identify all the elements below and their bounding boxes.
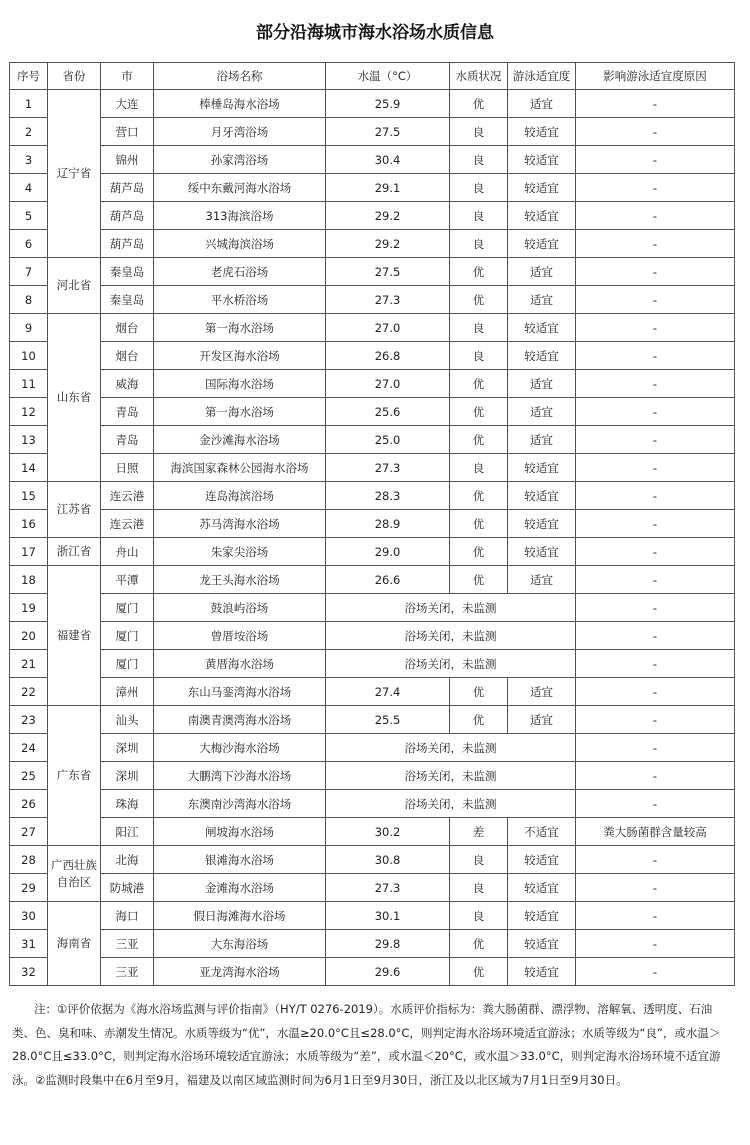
reason-cell: - <box>576 258 735 286</box>
header-suitability: 游泳适宜度 <box>508 63 576 90</box>
water-quality-cell: 优 <box>450 510 508 538</box>
suitability-cell: 较适宜 <box>508 958 576 986</box>
water-temp-cell: 29.1 <box>326 174 450 202</box>
row-number: 5 <box>10 202 48 230</box>
water-temp-cell: 29.2 <box>326 202 450 230</box>
water-temp-cell: 27.0 <box>326 370 450 398</box>
water-quality-cell: 良 <box>450 314 508 342</box>
beach-name-cell: 黄厝海水浴场 <box>154 650 326 678</box>
province-cell: 山东省 <box>48 314 101 482</box>
table-row <box>10 202 735 230</box>
beach-name-cell: 海滨国家森林公园海水浴场 <box>154 454 326 482</box>
city-cell: 日照 <box>101 454 154 482</box>
closed-status-cell: 浴场关闭，未监测 <box>326 594 576 622</box>
water-temp-cell: 25.6 <box>326 398 450 426</box>
header-no: 序号 <box>10 63 48 90</box>
table-row <box>10 594 735 622</box>
city-cell: 北海 <box>101 846 154 874</box>
water-quality-cell: 优 <box>450 370 508 398</box>
suitability-cell: 适宜 <box>508 286 576 314</box>
table-row <box>10 146 735 174</box>
water-quality-cell: 良 <box>450 902 508 930</box>
reason-cell: - <box>576 566 735 594</box>
table-row <box>10 846 735 874</box>
row-number: 16 <box>10 510 48 538</box>
city-cell: 厦门 <box>101 622 154 650</box>
city-cell: 阳江 <box>101 818 154 846</box>
reason-cell: - <box>576 538 735 566</box>
suitability-cell: 适宜 <box>508 678 576 706</box>
reason-cell: - <box>576 650 735 678</box>
row-number: 4 <box>10 174 48 202</box>
beach-name-cell: 连岛海滨浴场 <box>154 482 326 510</box>
table-row <box>10 370 735 398</box>
water-quality-cell: 良 <box>450 874 508 902</box>
reason-cell: - <box>576 230 735 258</box>
city-cell: 漳州 <box>101 678 154 706</box>
reason-cell: - <box>576 622 735 650</box>
table-row <box>10 622 735 650</box>
reason-cell: - <box>576 902 735 930</box>
water-temp-cell: 30.1 <box>326 902 450 930</box>
water-temp-cell: 26.6 <box>326 566 450 594</box>
beach-name-cell: 313海滨浴场 <box>154 202 326 230</box>
city-cell: 三亚 <box>101 930 154 958</box>
table-row <box>10 90 735 118</box>
table-body <box>10 90 735 986</box>
beach-name-cell: 东澳南沙湾海水浴场 <box>154 790 326 818</box>
suitability-cell: 适宜 <box>508 426 576 454</box>
water-quality-cell: 优 <box>450 286 508 314</box>
reason-cell: - <box>576 594 735 622</box>
beach-name-cell: 国际海水浴场 <box>154 370 326 398</box>
reason-cell: - <box>576 370 735 398</box>
water-temp-cell: 25.9 <box>326 90 450 118</box>
beach-name-cell: 第一海水浴场 <box>154 314 326 342</box>
beach-name-cell: 闸坡海水浴场 <box>154 818 326 846</box>
closed-status-cell: 浴场关闭，未监测 <box>326 734 576 762</box>
reason-cell: - <box>576 202 735 230</box>
beach-name-cell: 苏马湾海水浴场 <box>154 510 326 538</box>
beach-name-cell: 金沙滩海水浴场 <box>154 426 326 454</box>
reason-cell: - <box>576 958 735 986</box>
header-province: 省份 <box>48 63 101 90</box>
row-number: 22 <box>10 678 48 706</box>
suitability-cell: 不适宜 <box>508 818 576 846</box>
table-row <box>10 342 735 370</box>
row-number: 29 <box>10 874 48 902</box>
table-row <box>10 454 735 482</box>
table-row <box>10 230 735 258</box>
beach-name-cell: 大东海浴场 <box>154 930 326 958</box>
suitability-cell: 较适宜 <box>508 538 576 566</box>
beach-name-cell: 南澳青澳湾海水浴场 <box>154 706 326 734</box>
city-cell: 青岛 <box>101 426 154 454</box>
row-number: 23 <box>10 706 48 734</box>
table-row <box>10 902 735 930</box>
city-cell: 葫芦岛 <box>101 202 154 230</box>
reason-cell: - <box>576 930 735 958</box>
beach-name-cell: 亚龙湾海水浴场 <box>154 958 326 986</box>
table-header-row <box>10 63 735 90</box>
water-temp-cell: 27.0 <box>326 314 450 342</box>
city-cell: 防城港 <box>101 874 154 902</box>
table-row <box>10 118 735 146</box>
beach-name-cell: 棒棰岛海水浴场 <box>154 90 326 118</box>
province-cell: 海南省 <box>48 902 101 986</box>
water-quality-cell: 优 <box>450 398 508 426</box>
beach-name-cell: 朱家尖浴场 <box>154 538 326 566</box>
city-cell: 烟台 <box>101 342 154 370</box>
page-title: 部分沿海城市海水浴场水质信息 <box>256 23 494 43</box>
closed-status-cell: 浴场关闭，未监测 <box>326 790 576 818</box>
water-quality-cell: 优 <box>450 90 508 118</box>
row-number: 13 <box>10 426 48 454</box>
city-cell: 营口 <box>101 118 154 146</box>
row-number: 27 <box>10 818 48 846</box>
province-cell: 河北省 <box>48 258 101 314</box>
table-row <box>10 510 735 538</box>
reason-cell: - <box>576 678 735 706</box>
city-cell: 珠海 <box>101 790 154 818</box>
province-cell: 广东省 <box>48 706 101 846</box>
beach-name-cell: 曾厝垵浴场 <box>154 622 326 650</box>
water-temp-cell: 26.8 <box>326 342 450 370</box>
table-row <box>10 650 735 678</box>
closed-status-cell: 浴场关闭，未监测 <box>326 650 576 678</box>
water-temp-cell: 27.5 <box>326 118 450 146</box>
city-cell: 秦皇岛 <box>101 258 154 286</box>
suitability-cell: 较适宜 <box>508 930 576 958</box>
suitability-cell: 适宜 <box>508 398 576 426</box>
city-cell: 厦门 <box>101 650 154 678</box>
water-quality-cell: 差 <box>450 818 508 846</box>
reason-cell: - <box>576 146 735 174</box>
suitability-cell: 较适宜 <box>508 510 576 538</box>
water-temp-cell: 28.9 <box>326 510 450 538</box>
row-number: 25 <box>10 762 48 790</box>
city-cell: 烟台 <box>101 314 154 342</box>
water-temp-cell: 27.3 <box>326 286 450 314</box>
water-quality-cell: 良 <box>450 846 508 874</box>
beach-name-cell: 龙王头海水浴场 <box>154 566 326 594</box>
table-row <box>10 678 735 706</box>
beach-name-cell: 银滩海水浴场 <box>154 846 326 874</box>
province-cell: 江苏省 <box>48 482 101 538</box>
province-cell: 福建省 <box>48 566 101 706</box>
water-quality-cell: 优 <box>450 566 508 594</box>
water-quality-cell: 良 <box>450 202 508 230</box>
row-number: 24 <box>10 734 48 762</box>
row-number: 18 <box>10 566 48 594</box>
beach-name-cell: 开发区海水浴场 <box>154 342 326 370</box>
row-number: 7 <box>10 258 48 286</box>
water-temp-cell: 25.0 <box>326 426 450 454</box>
reason-cell: 粪大肠菌群含量较高 <box>576 818 735 846</box>
beach-name-cell: 平水桥浴场 <box>154 286 326 314</box>
water-quality-cell: 良 <box>450 230 508 258</box>
table-row <box>10 566 735 594</box>
water-quality-cell: 优 <box>450 538 508 566</box>
header-reason: 影响游泳适宜度原因 <box>576 63 735 90</box>
city-cell: 舟山 <box>101 538 154 566</box>
table-row <box>10 258 735 286</box>
suitability-cell: 较适宜 <box>508 314 576 342</box>
city-cell: 青岛 <box>101 398 154 426</box>
water-quality-cell: 良 <box>450 342 508 370</box>
city-cell: 汕头 <box>101 706 154 734</box>
table-row <box>10 958 735 986</box>
table-row <box>10 174 735 202</box>
suitability-cell: 适宜 <box>508 258 576 286</box>
table-row <box>10 482 735 510</box>
water-quality-cell: 优 <box>450 426 508 454</box>
water-temp-cell: 25.5 <box>326 706 450 734</box>
beach-name-cell: 假日海滩海水浴场 <box>154 902 326 930</box>
beach-name-cell: 孙家湾浴场 <box>154 146 326 174</box>
header-quality: 水质状况 <box>450 63 508 90</box>
row-number: 8 <box>10 286 48 314</box>
table-row <box>10 426 735 454</box>
reason-cell: - <box>576 426 735 454</box>
water-temp-cell: 29.6 <box>326 958 450 986</box>
suitability-cell: 较适宜 <box>508 342 576 370</box>
city-cell: 大连 <box>101 90 154 118</box>
water-temp-cell: 29.2 <box>326 230 450 258</box>
row-number: 10 <box>10 342 48 370</box>
table-row <box>10 706 735 734</box>
city-cell: 锦州 <box>101 146 154 174</box>
city-cell: 秦皇岛 <box>101 286 154 314</box>
water-temp-cell: 27.4 <box>326 678 450 706</box>
water-temp-cell: 30.8 <box>326 846 450 874</box>
reason-cell: - <box>576 342 735 370</box>
suitability-cell: 较适宜 <box>508 230 576 258</box>
reason-cell: - <box>576 118 735 146</box>
reason-cell: - <box>576 398 735 426</box>
city-cell: 连云港 <box>101 482 154 510</box>
reason-cell: - <box>576 90 735 118</box>
suitability-cell: 较适宜 <box>508 874 576 902</box>
reason-cell: - <box>576 790 735 818</box>
row-number: 30 <box>10 902 48 930</box>
suitability-cell: 适宜 <box>508 706 576 734</box>
beach-name-cell: 月牙湾浴场 <box>154 118 326 146</box>
city-cell: 威海 <box>101 370 154 398</box>
row-number: 19 <box>10 594 48 622</box>
table-row <box>10 874 735 902</box>
reason-cell: - <box>576 482 735 510</box>
table-row <box>10 818 735 846</box>
city-cell: 海口 <box>101 902 154 930</box>
water-quality-cell: 优 <box>450 482 508 510</box>
table-row <box>10 790 735 818</box>
suitability-cell: 适宜 <box>508 370 576 398</box>
suitability-cell: 较适宜 <box>508 202 576 230</box>
suitability-cell: 较适宜 <box>508 118 576 146</box>
row-number: 14 <box>10 454 48 482</box>
suitability-cell: 较适宜 <box>508 174 576 202</box>
city-cell: 平潭 <box>101 566 154 594</box>
beach-name-cell: 绥中东戴河海水浴场 <box>154 174 326 202</box>
beach-name-cell: 大鹏湾下沙海水浴场 <box>154 762 326 790</box>
water-quality-cell: 良 <box>450 146 508 174</box>
closed-status-cell: 浴场关闭，未监测 <box>326 622 576 650</box>
reason-cell: - <box>576 510 735 538</box>
water-temp-cell: 27.3 <box>326 454 450 482</box>
city-cell: 深圳 <box>101 762 154 790</box>
row-number: 20 <box>10 622 48 650</box>
water-quality-cell: 良 <box>450 118 508 146</box>
reason-cell: - <box>576 734 735 762</box>
suitability-cell: 较适宜 <box>508 146 576 174</box>
beach-name-cell: 第一海水浴场 <box>154 398 326 426</box>
water-quality-cell: 优 <box>450 678 508 706</box>
water-quality-cell: 优 <box>450 258 508 286</box>
row-number: 31 <box>10 930 48 958</box>
row-number: 17 <box>10 538 48 566</box>
water-quality-cell: 良 <box>450 454 508 482</box>
header-beach: 浴场名称 <box>154 63 326 90</box>
beach-name-cell: 老虎石浴场 <box>154 258 326 286</box>
water-temp-cell: 30.4 <box>326 146 450 174</box>
table-row <box>10 538 735 566</box>
footnote: 注：①评价依据为《海水浴场监测与评价指南》（HY/T 0276-2019）。水质评价指标为：粪大肠菌群、漂浮物、溶解氧、透明度、石油类、色、臭和味、赤潮发生情况。水质等级为“优”，水温≥20.0°C且≤28.0°C，则判定海水浴场环境适宜游泳；水质等级为“良”，或水温＞28.0°C且≤33.0°C，则判定海水浴场环境较适宜游泳；水质等级为“差”，或水温＜20°C，或水温＞33.0°C，则判定海水浴场环境不适宜游泳。②监测时段集中在6月至9月，福建及以南区域监测时间为6月1日至9月30日，浙江及以北区域为7月1日至9月30日。 <box>12 1002 721 1087</box>
water-temp-cell: 30.2 <box>326 818 450 846</box>
reason-cell: - <box>576 174 735 202</box>
water-temp-cell: 27.3 <box>326 874 450 902</box>
province-cell: 广西壮族自治区 <box>48 846 101 902</box>
suitability-cell: 较适宜 <box>508 846 576 874</box>
city-cell: 三亚 <box>101 958 154 986</box>
header-temp: 水温（°C） <box>326 63 450 90</box>
reason-cell: - <box>576 874 735 902</box>
beach-name-cell: 金滩海水浴场 <box>154 874 326 902</box>
table-row <box>10 734 735 762</box>
table-row <box>10 286 735 314</box>
reason-cell: - <box>576 454 735 482</box>
city-cell: 连云港 <box>101 510 154 538</box>
city-cell: 葫芦岛 <box>101 230 154 258</box>
reason-cell: - <box>576 706 735 734</box>
beach-name-cell: 大梅沙海水浴场 <box>154 734 326 762</box>
closed-status-cell: 浴场关闭，未监测 <box>326 762 576 790</box>
water-temp-cell: 28.3 <box>326 482 450 510</box>
beach-name-cell: 鼓浪屿浴场 <box>154 594 326 622</box>
row-number: 11 <box>10 370 48 398</box>
row-number: 1 <box>10 90 48 118</box>
water-temp-cell: 27.5 <box>326 258 450 286</box>
row-number: 6 <box>10 230 48 258</box>
beach-name-cell: 东山马銮湾海水浴场 <box>154 678 326 706</box>
suitability-cell: 较适宜 <box>508 482 576 510</box>
row-number: 15 <box>10 482 48 510</box>
suitability-cell: 较适宜 <box>508 454 576 482</box>
header-city: 市 <box>101 63 154 90</box>
row-number: 2 <box>10 118 48 146</box>
reason-cell: - <box>576 286 735 314</box>
reason-cell: - <box>576 314 735 342</box>
row-number: 9 <box>10 314 48 342</box>
table-row <box>10 930 735 958</box>
province-cell: 浙江省 <box>48 538 101 566</box>
suitability-cell: 适宜 <box>508 90 576 118</box>
beach-name-cell: 兴城海滨浴场 <box>154 230 326 258</box>
city-cell: 深圳 <box>101 734 154 762</box>
water-quality-cell: 优 <box>450 930 508 958</box>
province-cell: 辽宁省 <box>48 90 101 258</box>
water-temp-cell: 29.8 <box>326 930 450 958</box>
city-cell: 厦门 <box>101 594 154 622</box>
water-quality-cell: 优 <box>450 706 508 734</box>
row-number: 32 <box>10 958 48 986</box>
table-row <box>10 398 735 426</box>
row-number: 21 <box>10 650 48 678</box>
table-row <box>10 314 735 342</box>
city-cell: 葫芦岛 <box>101 174 154 202</box>
suitability-cell: 较适宜 <box>508 902 576 930</box>
row-number: 26 <box>10 790 48 818</box>
row-number: 28 <box>10 846 48 874</box>
reason-cell: - <box>576 846 735 874</box>
reason-cell: - <box>576 762 735 790</box>
suitability-cell: 适宜 <box>508 566 576 594</box>
water-temp-cell: 29.0 <box>326 538 450 566</box>
table-row <box>10 762 735 790</box>
water-quality-cell: 良 <box>450 174 508 202</box>
water-quality-table <box>9 62 735 986</box>
row-number: 12 <box>10 398 48 426</box>
row-number: 3 <box>10 146 48 174</box>
water-quality-cell: 优 <box>450 958 508 986</box>
